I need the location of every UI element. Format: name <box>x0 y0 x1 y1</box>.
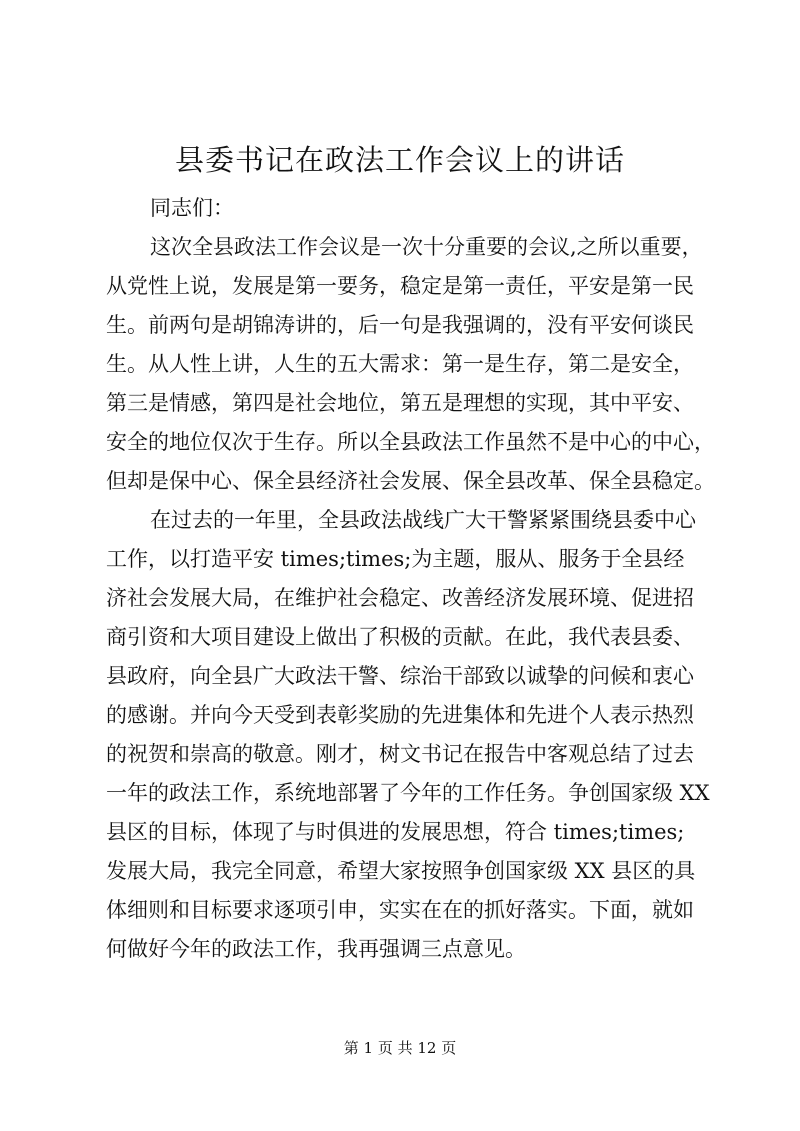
paragraph-line-16: 县区的目标，体现了与时俱进的发展思想，符合 times;times; <box>106 820 685 844</box>
paragraph-line-2: 从党性上说，发展是第一要务，稳定是第一责任，平安是第一民 <box>106 274 694 298</box>
paragraph-line-13: 的感谢。并向今天受到表彰奖励的先进集体和先进个人表示热烈 <box>106 703 694 727</box>
paragraph-line-15: 一年的政法工作，系统地部署了今年的工作任务。争创国家级 XX <box>106 781 710 805</box>
paragraph-line-11: 商引资和大项目建设上做出了积极的贡献。在此，我代表县委、 <box>106 625 694 649</box>
paragraph-line-18: 体细则和目标要求逐项引申，实实在在的抓好落实。下面，就如 <box>106 898 694 922</box>
document-title: 县委书记在政法工作会议上的讲话 <box>174 143 625 177</box>
paragraph-line-5: 第三是情感，第四是社会地位，第五是理想的实现，其中平安、 <box>106 391 694 415</box>
paragraph-line-12: 县政府，向全县广大政法干警、综治干部致以诚挚的问候和衷心 <box>106 664 694 688</box>
paragraph-line-3: 生。前两句是胡锦涛讲的，后一句是我强调的，没有平安何谈民 <box>106 313 694 337</box>
paragraph-line-4: 生。从人性上讲，人生的五大需求：第一是生存，第二是安全， <box>106 352 694 376</box>
page-number: 第 1 页 共 12 页 <box>343 1039 457 1057</box>
paragraph-line-8: 在过去的一年里，全县政法战线广大干警紧紧围绕县委中心 <box>150 508 696 532</box>
paragraph-line-9: 工作，以打造平安 times;times;为主题，服从、服务于全县经 <box>106 547 685 571</box>
paragraph-line-6: 安全的地位仅次于生存。所以全县政法工作虽然不是中心的中心， <box>106 430 715 454</box>
paragraph-line-17: 发展大局，我完全同意，希望大家按照争创国家级 XX 县区的具 <box>106 859 696 883</box>
paragraph-line-10: 济社会发展大局，在维护社会稳定、改善经济发展环境、促进招 <box>106 586 694 610</box>
paragraph-line-14: 的祝贺和崇高的敬意。刚才，树文书记在报告中客观总结了过去 <box>106 742 694 766</box>
paragraph-line-1: 这次全县政法工作会议是一次十分重要的会议,之所以重要， <box>150 235 703 259</box>
paragraph-line-7: 但却是保中心、保全县经济社会发展、保全县改革、保全县稳定。 <box>106 469 715 493</box>
paragraph-line-19: 何做好今年的政法工作，我再强调三点意见。 <box>106 937 526 961</box>
salutation: 同志们： <box>150 196 234 220</box>
